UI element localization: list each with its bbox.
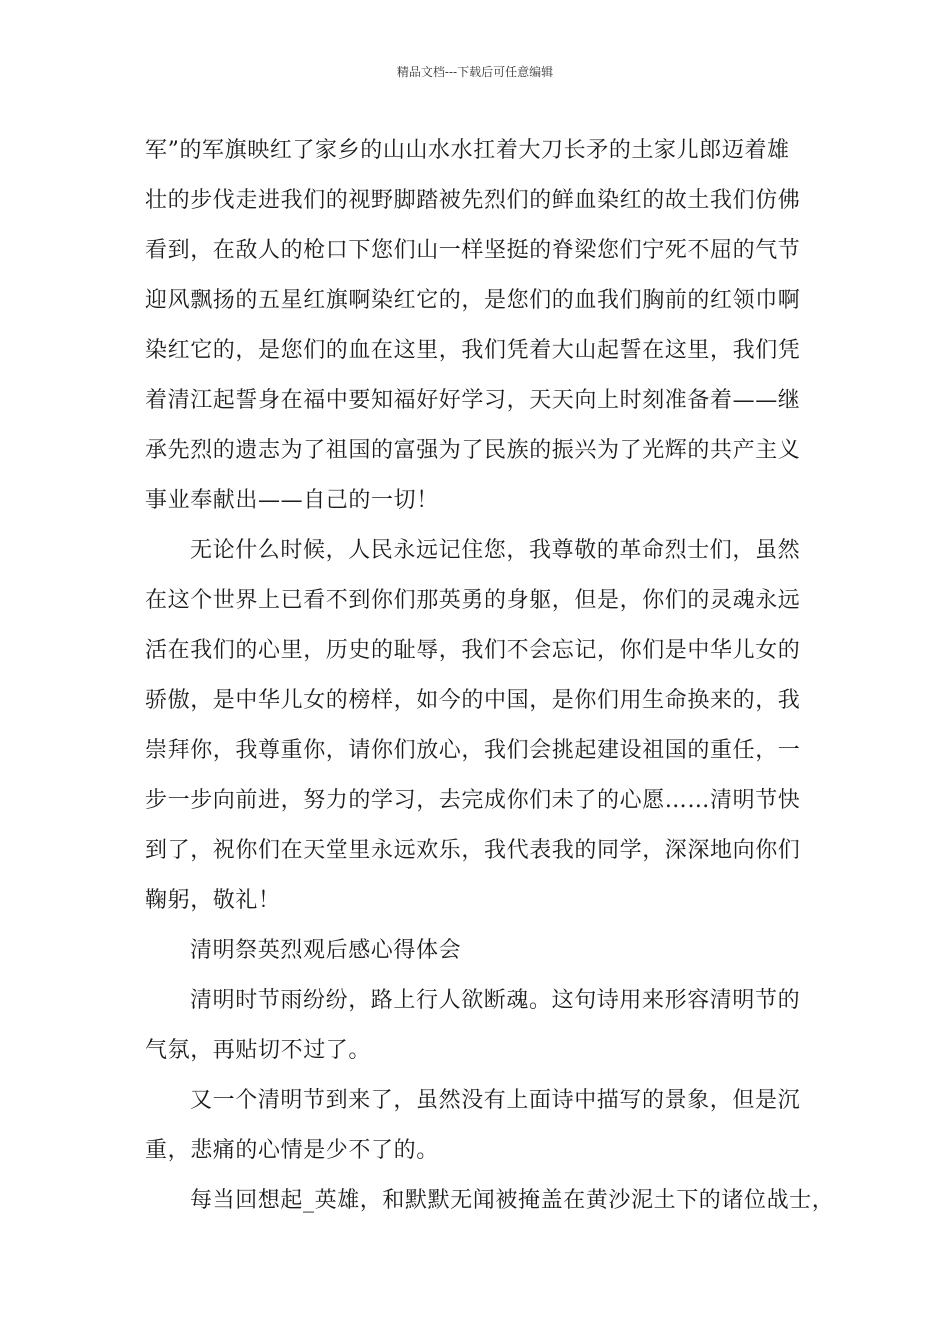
page-header: 精品文档---下载后可任意编辑	[396, 65, 554, 79]
text-line: 崇拜你，我尊重你，请你们放心，我们会挑起建设祖国的重任，一	[145, 738, 801, 763]
text-line: 壮的步伐走进我们的视野脚踏被先烈们的鲜血染红的故土我们仿佛	[145, 188, 801, 213]
text-line: 气氛，再贴切不过了。	[145, 1038, 372, 1063]
text-line: 步一步向前进，努力的学习，去完成你们未了的心愿……清明节快	[145, 788, 801, 813]
paragraph-start-line: 无论什么时候，人民永远记住您，我尊敬的革命烈士们，虽然	[190, 538, 801, 563]
section-title: 清明祭英烈观后感心得体会	[190, 938, 462, 963]
text-line: 看到，在敌人的枪口下您们山一样坚挺的脊梁您们宁死不屈的气节	[145, 238, 801, 263]
text-line: 活在我们的心里，历史的耻辱，我们不会忘记，你们是中华儿女的	[145, 638, 801, 663]
text-line: 鞠躬，敬礼！	[145, 888, 281, 913]
text-line: 在这个世界上已看不到你们那英勇的身躯，但是，你们的灵魂永远	[145, 588, 801, 613]
text-line: 重，悲痛的心情是少不了的。	[145, 1138, 439, 1163]
paragraph-start-line: 又一个清明节到来了，虽然没有上面诗中描写的景象，但是沉	[190, 1088, 801, 1113]
document-body	[145, 126, 835, 1226]
text-line: 着清江起誓身在福中要知福好好学习，天天向上时刻准备着——继	[145, 388, 801, 413]
text-line: 承先烈的遗志为了祖国的富强为了民族的振兴为了光辉的共产主义	[145, 438, 801, 463]
paragraph-start-line: 清明时节雨纷纷，路上行人欲断魂。这句诗用来形容清明节的	[190, 988, 801, 1013]
text-line: 军”的军旗映红了家乡的山山水水扛着大刀长矛的土家儿郎迈着雄	[145, 138, 790, 163]
text-line: 到了，祝你们在天堂里永远欢乐，我代表我的同学，深深地向你们	[145, 838, 801, 863]
text-line: 骄傲，是中华儿女的榜样，如今的中国，是你们用生命换来的，我	[145, 688, 801, 713]
text-line: 迎风飘扬的五星红旗啊染红它的，是您们的血我们胸前的红领巾啊	[145, 288, 801, 313]
paragraph-start-line: 每当回想起_英雄，和默默无闻被掩盖在黄沙泥土下的诸位战士，	[190, 1188, 835, 1213]
text-line: 事业奉献出——自己的一切！	[145, 488, 439, 513]
text-line: 染红它的，是您们的血在这里，我们凭着大山起誓在这里，我们凭	[145, 338, 801, 363]
